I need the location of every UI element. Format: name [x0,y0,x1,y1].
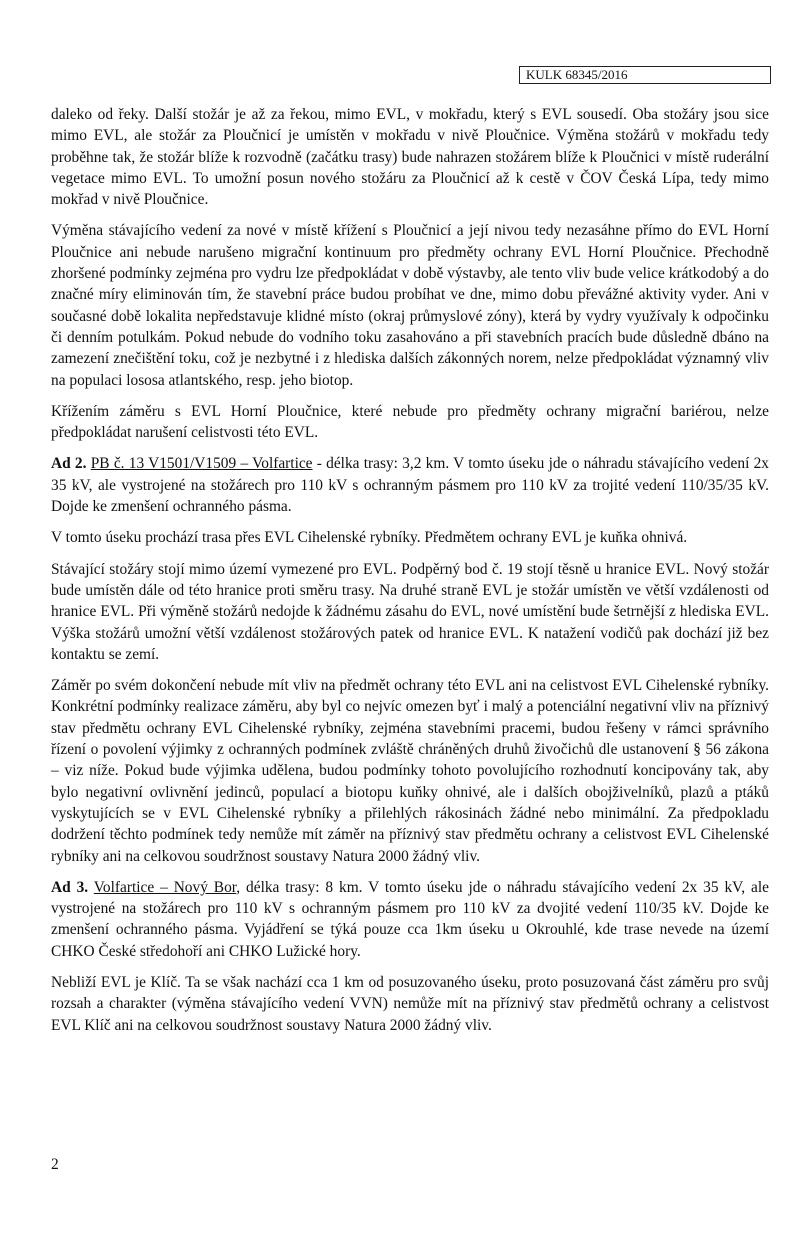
route-title-ad2: PB č. 13 V1501/V1509 – Volfartice [90,455,313,473]
paragraph-ad3 [51,877,769,962]
page-number: 2 [51,1156,59,1173]
paragraph-ad2 [51,453,769,517]
route-title-ad3: Volfartice – Nový Bor [93,878,237,896]
section-label-ad3: Ad 3. [51,878,89,896]
paragraph-1: daleko od řeky. Další stožár je až za řekou, mimo EVL, v mokřadu, který s EVL sousedí. Oba stožáry jsou sice mimo EVL, ale stožár za Ploučnicí je umístěn v mokřadu v nivě Ploučnice. Výměna stožárů v mokřadu tedy proběhne tak, že stožár blíže k rozvodně (začátku trasy) bude nahrazen stožárem blíže k Ploučnici v místě ruderální vegetace mimo EVL. To umožní posun nového stožáru za Ploučnicí až k cestě v ČOV Česká Lípa, tedy mimo mokřad v nivě Ploučnice. [51,106,769,209]
section-label-ad2: Ad 2. [51,455,87,473]
paragraph-9: Nebliží EVL je Klíč. Ta se však nachází cca 1 km od posuzovaného úseku, proto posuzovaná část záměru pro svůj rozsah a charakter (výměna stávajícího vedení VVN) nemůže mít na příznivý stav předmětů ochrany a celistvost EVL Klíč ani na celkovou soudržnost soustavy Natura 2000 žádný vliv. [51,973,769,1034]
paragraph-3: Křížením záměru s EVL Horní Ploučnice, které nebude pro předměty ochrany migrační bariérou, nelze předpokládat narušení celistvosti této EVL. [51,402,769,442]
paragraph-2: Výměna stávajícího vedení za nové v místě křížení s Ploučnicí a její nivou tedy nezasáhne přímo do EVL Horní Ploučnice ani nebude narušeno migrační kontinuum pro předměty ochrany EVL Horní Ploučnice. Přechodně zhoršené podmínky zejména pro vydru lze předpokládat v době výstavby, ale tento vliv bude velice krátkodobý a do značné míry eliminován tím, že stavební práce budou probíhat ve dne, mimo dobu převážné aktivity vyder. Ani v současné době lokalita nepředstavuje klidné místo (okraj průmyslové zóny), která by vydry využívaly k odpočinku či denním potulkám. Pokud nebude do vodního toku zasahováno a při stavebních pracích bude důsledně dbáno na zamezení znečištění toku, což je nezbytné i z hlediska dalších zákonných norem, nelze předpokládat významný vliv na populaci lososa atlantského, resp. jeho biotop. [51,222,769,389]
paragraph-5: V tomto úseku prochází trasa přes EVL Cihelenské rybníky. Předmětem ochrany EVL je kuňka ohnivá. [51,529,688,547]
paragraph-6: Stávající stožáry stojí mimo území vymezené pro EVL. Podpěrný bod č. 19 stojí těsně u hranice EVL. Nový stožár bude umístěn dále od této hranice proti směru trasy. Na druhé straně EVL je stožár umístěn ve větší vzdálenosti od hranice EVL. Při výměně stožárů nedojde k žádnému zásahu do EVL, nové umístění bude šetrnější z hlediska EVL. Výška stožárů umožní větší vzdálenost stožárových patek od hranice EVL. K natažení vodičů pak dochází již bez kontaktu se zemí. [51,560,769,663]
paragraph-7: Záměr po svém dokončení nebude mít vliv na předmět ochrany této EVL ani na celistvost EVL Cihelenské rybníky. Konkrétní podmínky realizace záměru, aby byl co nejvíc omezen byť i malý a potenciální negativní vliv na příznivý stav předmětu ochrany EVL Cihelenské rybníky, zejména stavebními pracemi, budou řešeny v rámci správního řízení o povolení výjimky z ochranných podmínek zvláště chráněných druhů živočichů dle ustanovení § 56 zákona – viz níže. Pokud bude výjimka udělena, budou podmínky tohoto povolujícího rozhodnutí koncipovány tak, aby bylo negativní ovlivnění jedinců, populací a biotopu kuňky ohnivé, ale i dalších obojživelníků, plazů a ptáků vyskytujících se v EVL Cihelenské rybníky a přilehlých rákosinách žádné nebo minimální. Za předpokladu dodržení těchto podmínek tedy nemůže mít záměr na příznivý stav předmětu ochrany a celistvost EVL Cihelenské rybníky ani na celkovou soudržnost soustavy Natura 2000 žádný vliv. [51,677,769,865]
paragraph-ad2-text: - délka trasy: 3,2 km. V tomto úseku jde o náhradu stávajícího vedení 2x 35 kV, ale vystrojené na stožárech pro 110 kV s ochranným pásmem pro 110 kV za trojité vedení 110/35/35 kV. Dojde ke zmenšení ochranného pásma. [51,455,769,516]
document-body [51,104,769,1046]
paragraph-ad3-text: , délka trasy: 8 km. V tomto úseku jde o náhradu stávajícího vedení 2x 35 kV, ale vystrojené na stožárech pro 110 kV s ochranným pásmem pro 110 kV za dvojité vedení 110/35 kV. Dojde ke zmenšení ochranného pásma. Vyjádření se týká pouze cca 1km úseku u Okrouhlé, kde trase nevede na území CHKO České středohoří ani CHKO Lužické hory. [51,878,769,960]
document-reference: KULK 68345/2016 [519,66,771,84]
